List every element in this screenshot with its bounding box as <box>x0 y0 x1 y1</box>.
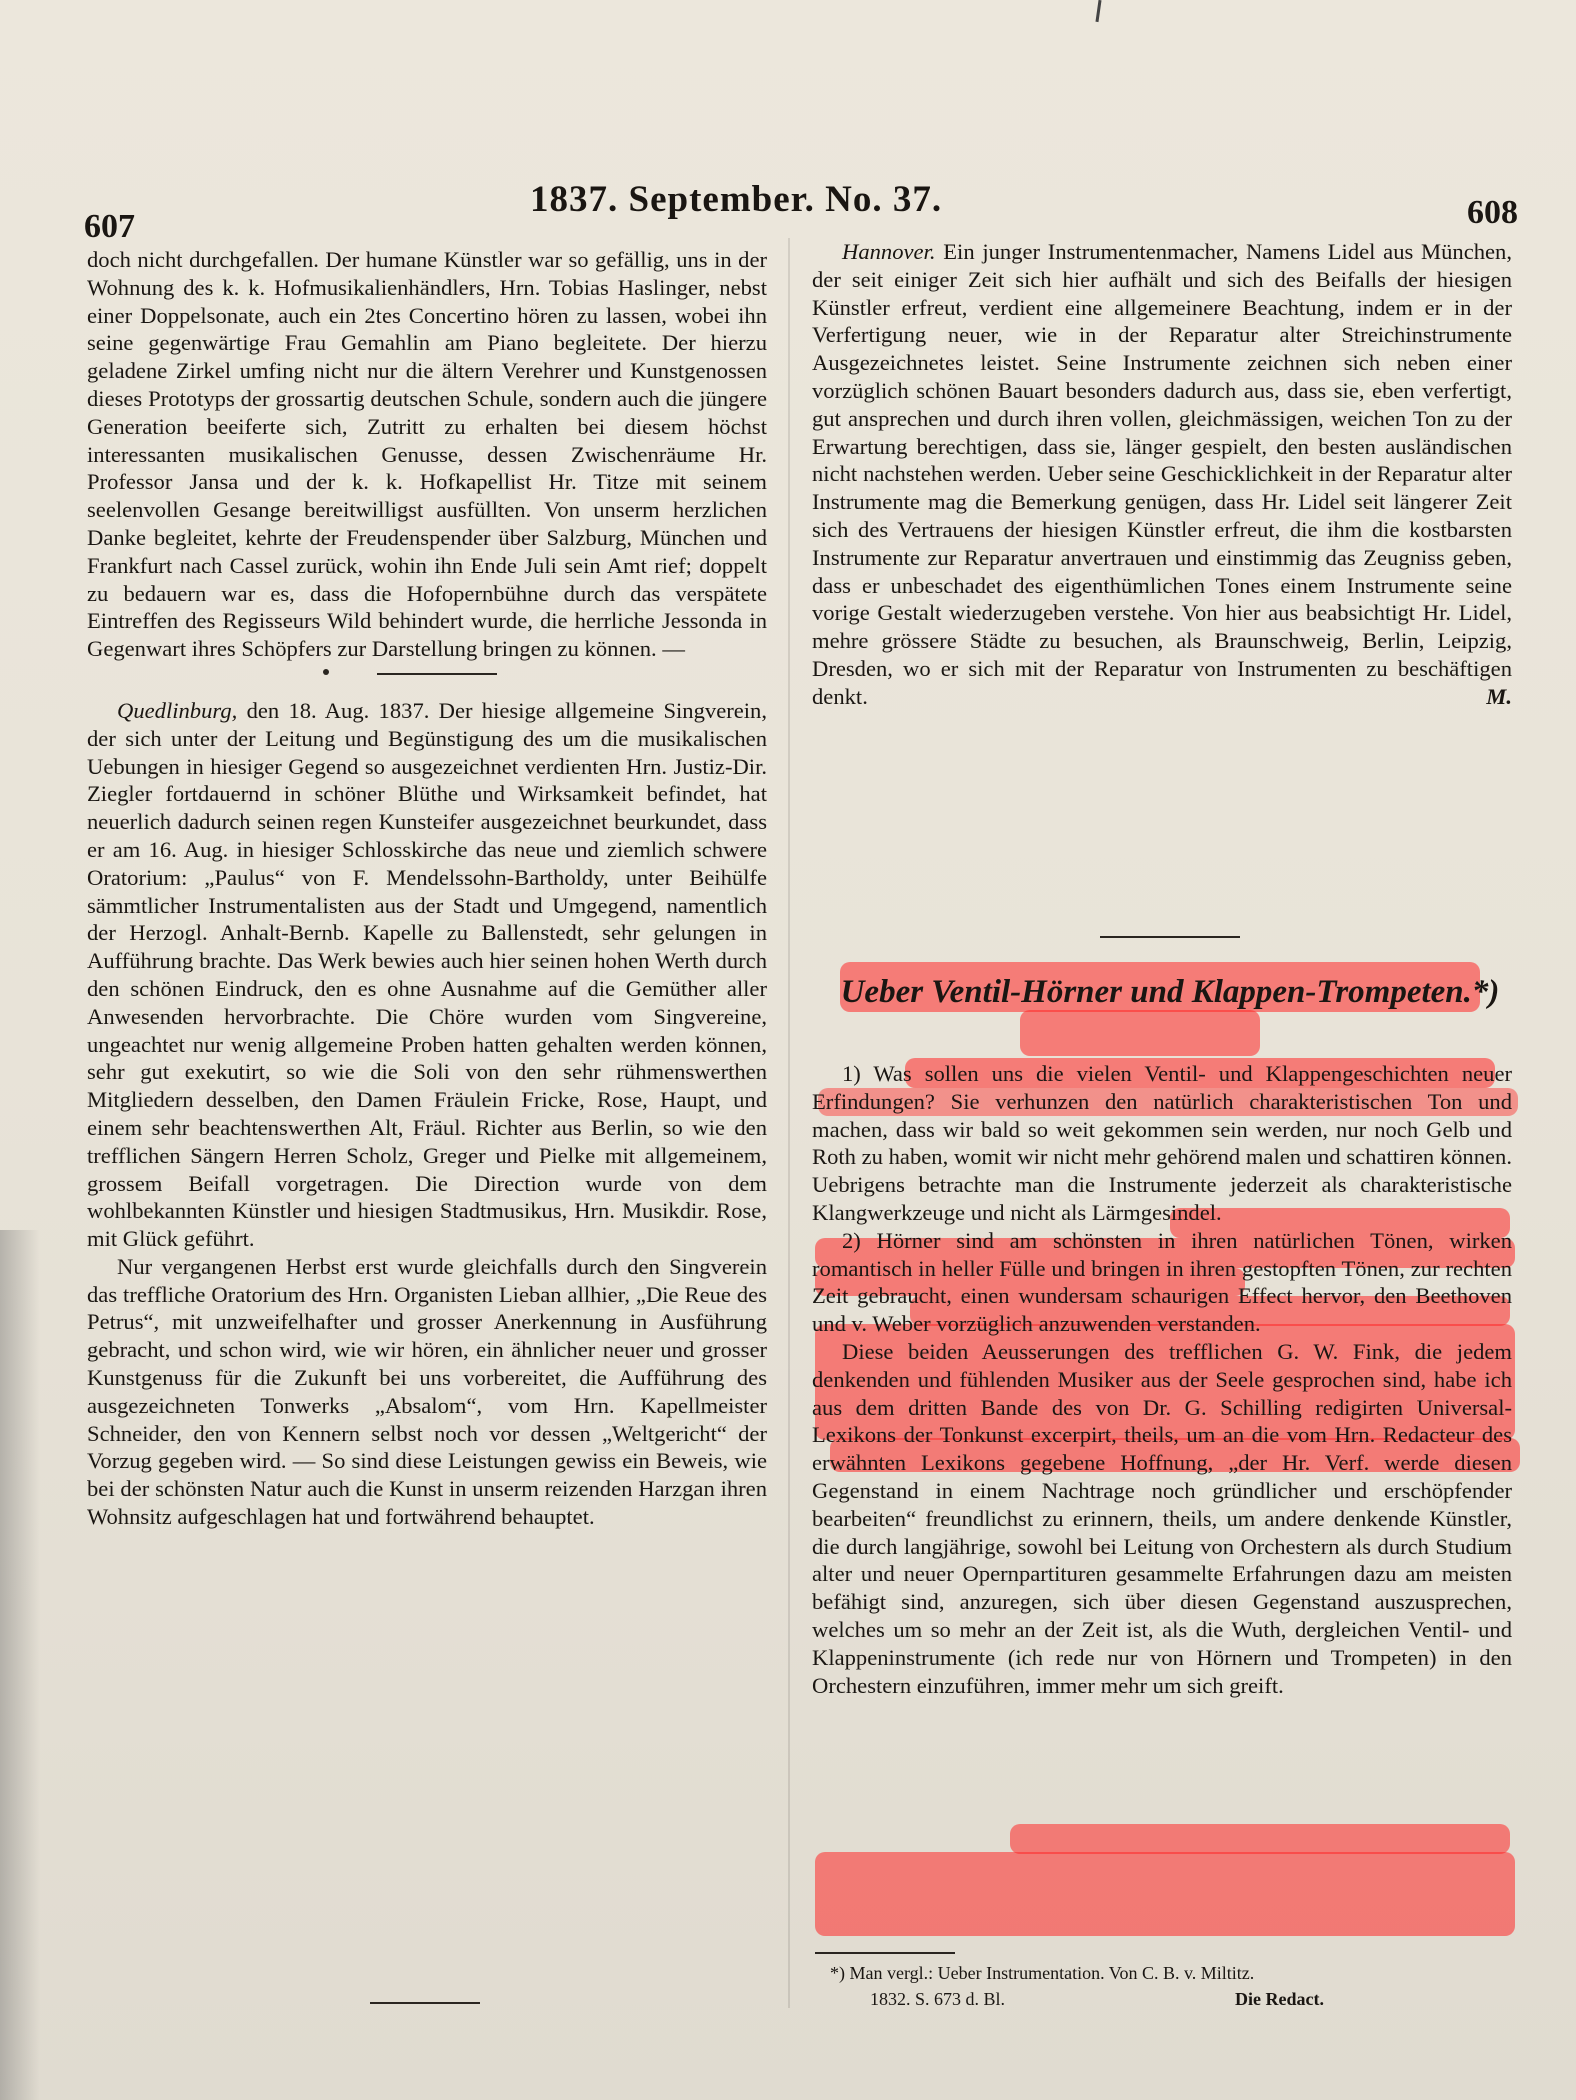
paragraph-quedlinburg <box>87 697 767 1253</box>
page-number-left: 607 <box>84 208 135 245</box>
section-title: Ueber Ventil-Hörner und Klappen-Trompeten.*) <box>840 974 1500 1010</box>
footnote-line-2 <box>830 1986 1510 2012</box>
footnote-citation: 1832. S. 673 d. Bl. <box>870 1989 1006 2009</box>
paragraph-hannover-text: Ein junger Instrumentenmacher, Namens Lidel aus München, der seit einiger Zeit sich hier aufhält und sich des Beifalls der hiesigen Künstler erfreut, verdient eine allgemeinere Beachtung, indem er in der Verfertigung neuer, wie in der Reparatur alter Streichinstrumente Ausgezeichnetes leistet. Seine Instrumente zeichnen sich neben einer vorzüglich schönen Bauart besonders dadurch aus, dass sie, eben verfertigt, gut ansprechen und durch ihren vollen, gleichmässigen, weichen Ton zu der Erwartung berechtigen, dass sie, länger gespielt, den besten ausländischen nicht nachstehen werden. Ueber seine Geschicklichkeit in der Reparatur alter Instrumente mag die Bemerkung genügen, dass Hr. Lidel seit längerer Zeit sich des Vertrauens der hiesigen Künstler erfreut, die ihm die kostbarsten Instrumente zur Reparatur anvertrauen und einstimmig das Zeugniss geben, dass er unbeschadet des eigenthümlichen Tones einem Instrumente seine vorige Gestalt wiederzugeben verstehe. Von hier aus beabsichtigt Hr. Lidel, mehre grössere Städte zu besuchen, als Braunschweig, Berlin, Leipzig, Dresden, wo er sich mit der Reparatur von Instrumenten zu beschäftigen denkt. <box>812 239 1512 709</box>
highlight-end-b <box>815 1852 1515 1936</box>
section-divider <box>1100 936 1240 938</box>
right-column-top <box>812 238 1512 711</box>
place-quedlinburg: Quedlinburg, <box>117 697 238 723</box>
page-header-title: 1837. September. No. 37. <box>530 179 943 220</box>
left-end-rule <box>370 2002 480 2004</box>
page-shadow <box>0 1230 40 2100</box>
place-hannover: Hannover. <box>842 239 936 264</box>
pen-mark <box>1095 0 1101 22</box>
section-break <box>87 663 767 697</box>
highlight-title-2 <box>1020 1010 1260 1056</box>
divider-rule <box>377 673 497 675</box>
highlight-end-a <box>1010 1824 1510 1854</box>
footnote-rule <box>815 1952 955 1954</box>
paragraph-hannover <box>812 238 1512 711</box>
column-separator <box>788 238 790 2008</box>
footnote <box>830 1960 1510 2012</box>
paragraph-quedlinburg-text: den 18. Aug. 1837. Der hiesige allgemeine Singverein, der sich unter der Leitung und Begünstigung des um die musikalischen Uebungen in hiesiger Gegend so ausgezeichnet verdienten Hrn. Justiz-Dir. Ziegler fortdauernd in schöner Blüthe und Wirksamkeit befindet, hat neuerlich dadurch seinen regen Kunsteifer ausgezeichnet beurkundet, dass er am 16. Aug. in hiesiger Schlosskirche das neue und ziemlich schwere Oratorium: „Paulus“ von F. Mendelssohn-Bartholdy, unter Beihülfe sämmtlicher Instrumentalisten aus der Stadt und Umgegend, namentlich der Herzogl. Anhalt-Bernb. Kapelle zu Ballenstedt, sehr gelungen in Aufführung brachte. Das Werk bewies auch hier seinen hohen Werth durch den schönen Eindruck, den es ohne Ausnahme auf die Gemüther aller Anwesenden hervorbrachte. Die Chöre wurden vom Singvereine, ungeachtet nur wenig allgemeine Proben hatten gehalten werden können, sehr gut exekutirt, so wie die Soli von den sehr rühmenswerthen Mitgliedern desselben, den Damen Fräulein Fricke, Rose, Haupt, und einem sehr beachtenswerthen Alt, Fräul. Richter aus Berlin, so wie den trefflichen Sängern Herren Scholz, Greger und Pielke mit allgemeinem, grossem Beifall vorgetragen. Die Direction wurde von dem wohlbekannten Künstler und hiesigen Stadtmusikus, Hrn. Musikdir. Rose, mit Glück geführt. <box>87 697 767 1252</box>
paragraph-oratorium: Nur vergangenen Herbst erst wurde gleichfalls durch den Singverein das treffliche Oratorium des Hrn. Organisten Lieban allhier, „Die Reue des Petrus“, mit unzweifelhafter und grosser Anerkennung in Ausführung gebracht, und schon wird, wie wir hören, ein ähnlicher neuer und grosser Kunstgenuss für die Zukunft bei uns vorbereitet, die Aufführung des ausgezeichneten Tonwerks „Absalom“, vom Hrn. Kapellmeister Schneider, den von Kennern selbst noch vor dessen „Weltgericht“ der Vorzug gegeben wird. — So sind diese Leistungen gewiss ein Beweis, wie bei der schönsten Natur auch die Kunst in unserm reizenden Harzgan ihren Wohnsitz aufgeschlagen hat und fortwährend behauptet. <box>87 1253 767 1530</box>
footnote-line-1: *) Man vergl.: Ueber Instrumentation. Von C. B. v. Miltitz. <box>830 1963 1255 1983</box>
author-signature: M. <box>1486 683 1512 709</box>
divider-dot <box>323 669 329 675</box>
left-column <box>87 246 767 1531</box>
paragraph-fink: Diese beiden Aeusserungen des trefflichen G. W. Fink, die jedem denkenden und fühlenden Musiker aus der Seele gesprochen sind, habe ich aus dem dritten Bande des von Dr. G. Schilling redigirten Universal-Lexikons der Tonkunst excerpirt, theils, um an die vom Hrn. Redacteur des erwähnten Lexikons gegebene Hoffnung, „der Hr. Verf. werde diesen Gegenstand in einem Nachtrage noch gründlicher und erschöpfender bearbeiten“ freundlichst zu erinnern, theils, um andere denkende Künstler, die durch langjährige, sowohl bei Leitung von Orchestern als durch Studium alter und neuer Opernpartituren gesammelte Erfahrungen dazu am meisten befähigt sind, anzuregen, sich über diesen Gegenstand auszusprechen, welches um so mehr an der Zeit ist, als die Wuth, dergleichen Ventil- und Klappeninstrumente (ich rede nur von Hörnern und Trompeten) in den Orchestern einzuführen, immer mehr um sich greift. <box>812 1338 1512 1698</box>
quote-1: 1) Was sollen uns die vielen Ventil- und Klappengeschichten neuer Erfindungen? Sie verhunzen den natürlich charakteristischen Ton und machen, dass wir bald so weit gekommen sein werden, nur noch Gelb und Roth zu haben, womit wir nicht mehr gehörend malen und schattiren können. Uebrigens betrachte man die Instrumente jederzeit als charakteristische Klangwerkzeuge und nicht als Lärmgesindel. <box>812 1061 1512 1225</box>
page-number-right: 608 <box>1467 194 1518 231</box>
paragraph-vienna: doch nicht durchgefallen. Der humane Künstler war so gefällig, uns in der Wohnung des k. k. Hofmusikalienhändlers, Hrn. Tobias Haslinger, nebst einer Doppelsonate, auch ein 2tes Concertino hören zu lassen, wobei ihn seine gegenwärtige Frau Gemahlin am Piano begleitete. Der hierzu geladene Zirkel umfing nicht nur die ältern Verehrer und Kunstgenossen dieses Prototyps der grossartig deutschen Schule, sondern auch die jüngere Generation beeiferte sich, Zutritt zu erhalten bei diesem höchst interessanten musikalischen Genusse, dessen Zwischenräume Hr. Professor Jansa und der k. k. Hofkapellist Hr. Titze mit seinem seelenvollen Gesange bereitwilligst ausfüllten. Von unserm herzlichen Danke begleitet, kehrte der Freudenspender über Salzburg, München und Frankfurt nach Cassel zurück, wohin ihn Ende Juli sein Amt rief; doppelt zu bedauern war es, dass die Hofopernbühne durch das verspätete Eintreffen des Regisseurs Wild behindert wurde, die herrliche Jessonda in Gegenwart ihres Schöpfers zur Darstellung bringen zu können. — <box>87 247 767 662</box>
right-column-bottom <box>812 1060 1512 1699</box>
footnote-signature: Die Redact. <box>1235 1989 1325 2009</box>
quote-2: 2) Hörner sind am schönsten in ihren natürlichen Tönen, wirken romantisch in heller Fülle und bringen in ihren gestopften Tönen, zur rechten Zeit gebraucht, einen wundersam schaurigen Effect hervor, den Beethoven und v. Weber vorzüglich anzuwenden verstanden. <box>812 1227 1512 1337</box>
